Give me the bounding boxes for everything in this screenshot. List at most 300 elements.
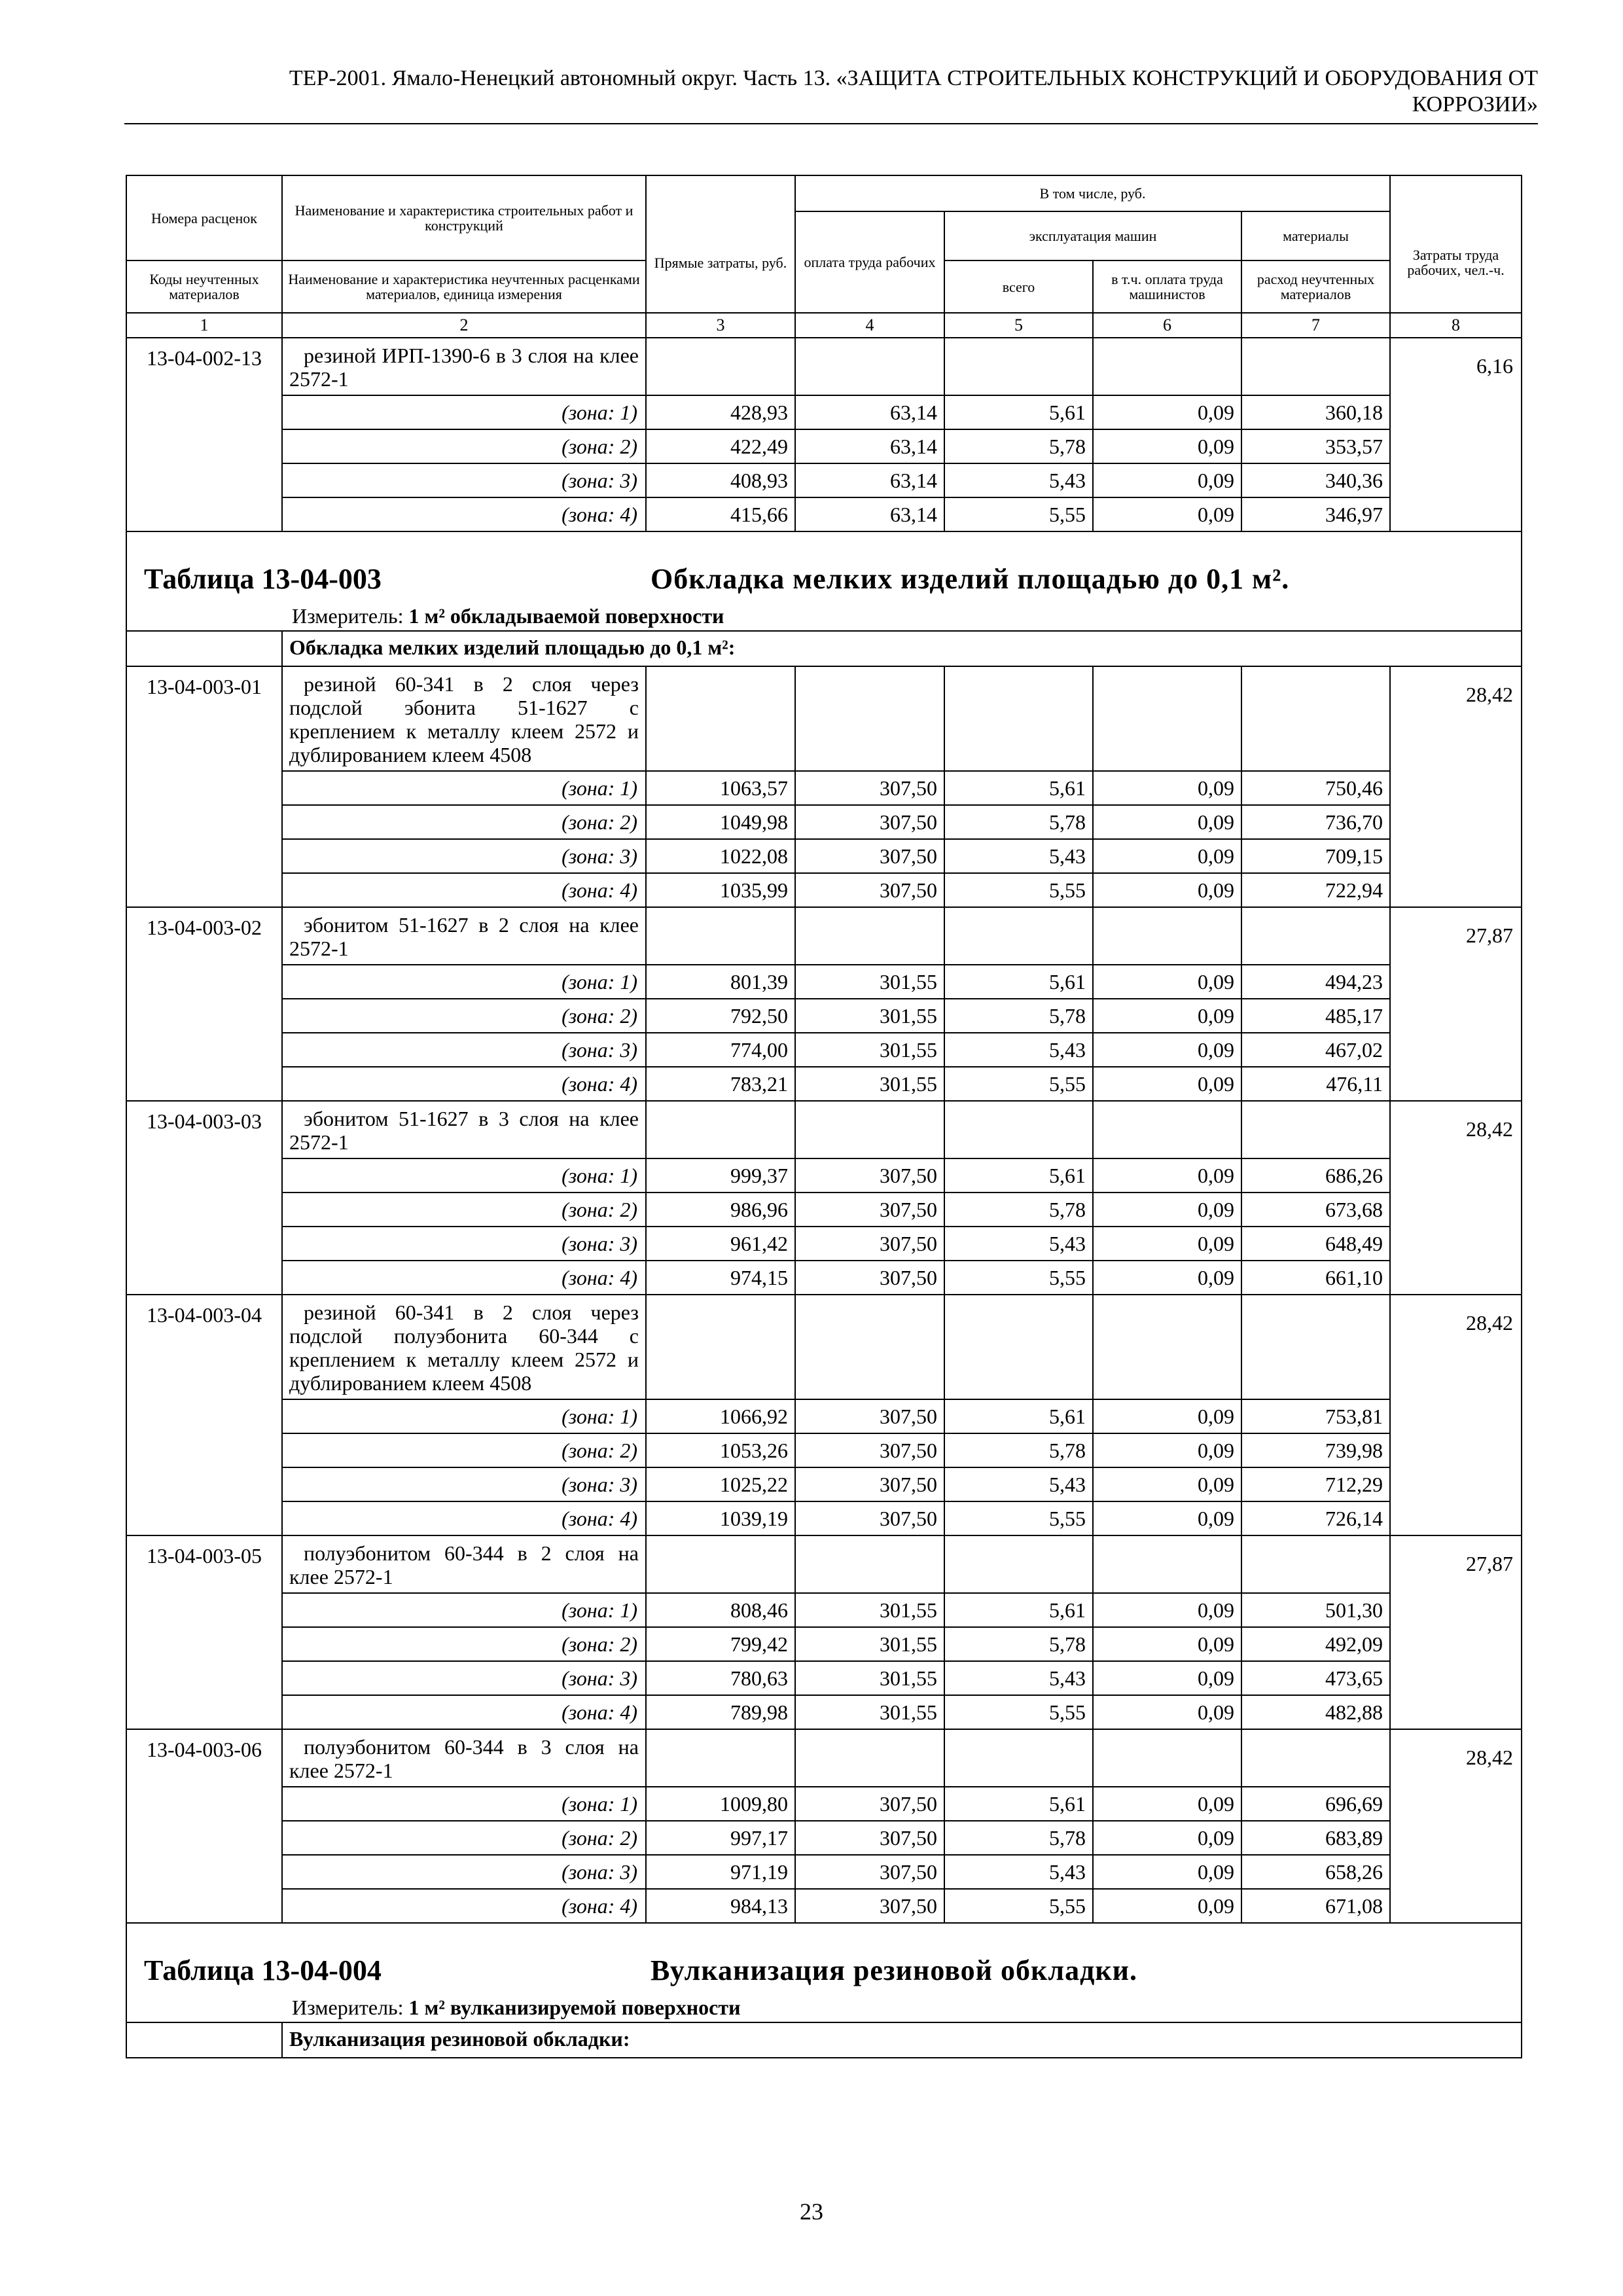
- machine-cost: 5,55: [944, 1501, 1093, 1535]
- direct-cost: 984,13: [646, 1889, 795, 1923]
- wage-cost: 301,55: [795, 1627, 944, 1661]
- machine-cost: 5,61: [944, 395, 1093, 429]
- material-cost: 673,68: [1241, 1193, 1390, 1227]
- blank-cell: [646, 1101, 795, 1158]
- rate-row: [126, 1295, 1522, 1399]
- direct-cost: 1009,80: [646, 1787, 795, 1821]
- machine-cost: 5,78: [944, 1821, 1093, 1855]
- wage-cost: 307,50: [795, 1889, 944, 1923]
- material-cost: 726,14: [1241, 1501, 1390, 1535]
- direct-cost: 1049,98: [646, 805, 795, 839]
- zone-label: (зона: 4): [282, 873, 646, 907]
- measure-prefix: Измеритель:: [292, 1996, 404, 2019]
- wage-cost: 307,50: [795, 1158, 944, 1193]
- column-number: 6: [1093, 313, 1241, 338]
- direct-cost: 1066,92: [646, 1399, 795, 1433]
- machine-cost: 5,78: [944, 1627, 1093, 1661]
- rate-code: 13-04-003-01: [126, 666, 282, 907]
- table-004-title-row: [126, 1923, 1522, 2022]
- blank-cell: [126, 2022, 282, 2058]
- direct-cost: 971,19: [646, 1855, 795, 1889]
- machine-cost: 5,78: [944, 1193, 1093, 1227]
- operator-wage-cost: 0,09: [1093, 1467, 1241, 1501]
- machine-cost: 5,61: [944, 1158, 1093, 1193]
- blank-cell: [1241, 1295, 1390, 1399]
- section-subheading: Вулканизация резиновой обкладки:: [282, 2022, 1522, 2058]
- zone-label: (зона: 2): [282, 999, 646, 1033]
- material-cost: 485,17: [1241, 999, 1390, 1033]
- blank-cell: [944, 907, 1093, 965]
- rate-description: резиной ИРП-1390-6 в 3 слоя на клее 2572-1: [282, 338, 646, 395]
- blank-cell: [1241, 907, 1390, 965]
- material-cost: 473,65: [1241, 1661, 1390, 1695]
- operator-wage-cost: 0,09: [1093, 1821, 1241, 1855]
- direct-cost: 961,42: [646, 1227, 795, 1261]
- material-cost: 722,94: [1241, 873, 1390, 907]
- rate-description: полуэбонитом 60-344 в 2 слоя на клее 2572-1: [282, 1535, 646, 1593]
- measure-line: [292, 1996, 741, 2020]
- materials-header: материалы: [1241, 211, 1390, 260]
- blank-cell: [944, 666, 1093, 771]
- material-cost: 482,88: [1241, 1695, 1390, 1729]
- wage-cost: 307,50: [795, 1821, 944, 1855]
- wage-cost: 301,55: [795, 1661, 944, 1695]
- rate-row: [126, 338, 1522, 395]
- wage-cost: 307,50: [795, 1399, 944, 1433]
- zone-row: [126, 1033, 1522, 1067]
- zone-row: [126, 429, 1522, 463]
- rate-row: [126, 907, 1522, 965]
- zone-label: (зона: 4): [282, 1889, 646, 1923]
- material-cost: 340,36: [1241, 463, 1390, 497]
- rate-code: 13-04-003-03: [126, 1101, 282, 1295]
- wage-cost: 301,55: [795, 1067, 944, 1101]
- col1-header-bottom: Коды неучтенных материалов: [126, 260, 282, 313]
- blank-cell: [1093, 666, 1241, 771]
- rate-row: [126, 1101, 1522, 1158]
- operator-wage-cost: 0,09: [1093, 1593, 1241, 1627]
- running-header: [124, 65, 1538, 118]
- operator-wage-cost: 0,09: [1093, 395, 1241, 429]
- col5-header: всего: [944, 260, 1093, 313]
- labor-cost: 28,42: [1390, 1101, 1522, 1295]
- direct-cost: 999,37: [646, 1158, 795, 1193]
- direct-cost: 1025,22: [646, 1467, 795, 1501]
- table-number: Таблица 13-04-004: [144, 1954, 382, 1986]
- wage-cost: 307,50: [795, 873, 944, 907]
- blank-cell: [944, 1101, 1093, 1158]
- section-subheading: Обкладка мелких изделий площадью до 0,1 м²:: [282, 631, 1522, 666]
- machine-cost: 5,43: [944, 839, 1093, 873]
- zone-label: (зона: 1): [282, 1158, 646, 1193]
- rate-code: 13-04-003-02: [126, 907, 282, 1101]
- zone-row: [126, 1433, 1522, 1467]
- zone-row: [126, 1787, 1522, 1821]
- direct-cost: 997,17: [646, 1821, 795, 1855]
- material-cost: 696,69: [1241, 1787, 1390, 1821]
- table-003-title-cell: [126, 531, 1522, 631]
- machine-cost: 5,55: [944, 497, 1093, 531]
- machines-header: эксплуатация машин: [944, 211, 1241, 260]
- col4-header: оплата труда рабочих: [795, 211, 944, 313]
- machine-cost: 5,55: [944, 1067, 1093, 1101]
- operator-wage-cost: 0,09: [1093, 1889, 1241, 1923]
- direct-cost: 789,98: [646, 1695, 795, 1729]
- operator-wage-cost: 0,09: [1093, 1227, 1241, 1261]
- rate-description: резиной 60-341 в 2 слоя через подслой полуэбонита 60-344 с креплением к металлу клеем 2572 и дублированием клеем 4508: [282, 1295, 646, 1399]
- header-rule: [124, 123, 1538, 124]
- zone-label: (зона: 4): [282, 1501, 646, 1535]
- zone-row: [126, 839, 1522, 873]
- rate-description: резиной 60-341 в 2 слоя через подслой эбонита 51-1627 с креплением к металлу клеем 2572 и дублированием клеем 4508: [282, 666, 646, 771]
- rate-code: 13-04-002-13: [126, 338, 282, 531]
- blank-cell: [944, 1535, 1093, 1593]
- blank-cell: [795, 1295, 944, 1399]
- material-cost: 736,70: [1241, 805, 1390, 839]
- operator-wage-cost: 0,09: [1093, 1399, 1241, 1433]
- zone-row: [126, 1889, 1522, 1923]
- col2-header-bottom: Наименование и характеристика неучтенных расценками материалов, единица измерения: [282, 260, 646, 313]
- blank-cell: [795, 666, 944, 771]
- zone-row: [126, 1593, 1522, 1627]
- zone-row: [126, 873, 1522, 907]
- zone-label: (зона: 3): [282, 1227, 646, 1261]
- operator-wage-cost: 0,09: [1093, 1033, 1241, 1067]
- zone-row: [126, 395, 1522, 429]
- machine-cost: 5,78: [944, 1433, 1093, 1467]
- direct-cost: 801,39: [646, 965, 795, 999]
- measure-unit: 1 м² вулканизируемой поверхности: [408, 1996, 741, 2019]
- labor-cost: 28,42: [1390, 1729, 1522, 1923]
- operator-wage-cost: 0,09: [1093, 873, 1241, 907]
- machine-cost: 5,61: [944, 1399, 1093, 1433]
- machine-cost: 5,78: [944, 805, 1093, 839]
- material-cost: 709,15: [1241, 839, 1390, 873]
- column-number: 4: [795, 313, 944, 338]
- zone-label: (зона: 2): [282, 1627, 646, 1661]
- zone-label: (зона: 4): [282, 1695, 646, 1729]
- wage-cost: 307,50: [795, 1227, 944, 1261]
- zone-row: [126, 1855, 1522, 1889]
- operator-wage-cost: 0,09: [1093, 1787, 1241, 1821]
- zone-row: [126, 463, 1522, 497]
- operator-wage-cost: 0,09: [1093, 1158, 1241, 1193]
- blank-cell: [1093, 1729, 1241, 1787]
- direct-cost: 415,66: [646, 497, 795, 531]
- rate-row: [126, 666, 1522, 771]
- material-cost: 501,30: [1241, 1593, 1390, 1627]
- wage-cost: 63,14: [795, 463, 944, 497]
- material-cost: 467,02: [1241, 1033, 1390, 1067]
- operator-wage-cost: 0,09: [1093, 999, 1241, 1033]
- zone-label: (зона: 3): [282, 463, 646, 497]
- direct-cost: 1053,26: [646, 1433, 795, 1467]
- rate-code: 13-04-003-06: [126, 1729, 282, 1923]
- header-line-1: ТЕР-2001. Ямало-Ненецкий автономный округ. Часть 13. «ЗАЩИТА СТРОИТЕЛЬНЫХ КОНСТРУКЦИЙ И ОБОРУДОВАНИЯ ОТ: [289, 66, 1538, 90]
- direct-cost: 986,96: [646, 1193, 795, 1227]
- blank-cell: [1093, 1535, 1241, 1593]
- col2-header-top: Наименование и характеристика строительных работ и конструкций: [282, 175, 646, 260]
- machine-cost: 5,55: [944, 1889, 1093, 1923]
- col1-header-top: Номера расценок: [126, 175, 282, 260]
- labor-cost: 6,16: [1390, 338, 1522, 531]
- rate-code: 13-04-003-04: [126, 1295, 282, 1535]
- material-cost: 648,49: [1241, 1227, 1390, 1261]
- wage-cost: 63,14: [795, 497, 944, 531]
- zone-label: (зона: 4): [282, 497, 646, 531]
- machine-cost: 5,43: [944, 1467, 1093, 1501]
- blank-cell: [944, 1729, 1093, 1787]
- zone-row: [126, 1501, 1522, 1535]
- wage-cost: 301,55: [795, 965, 944, 999]
- direct-cost: 783,21: [646, 1067, 795, 1101]
- direct-cost: 774,00: [646, 1033, 795, 1067]
- col7-header: расход неучтенных материалов: [1241, 260, 1390, 313]
- zone-row: [126, 1193, 1522, 1227]
- wage-cost: 307,50: [795, 1433, 944, 1467]
- zone-row: [126, 1227, 1522, 1261]
- table-name: Обкладка мелких изделий площадью до 0,1 м².: [651, 563, 1290, 595]
- wage-cost: 63,14: [795, 395, 944, 429]
- wage-cost: 307,50: [795, 1261, 944, 1295]
- zone-row: [126, 771, 1522, 805]
- wage-cost: 307,50: [795, 1501, 944, 1535]
- including-header: В том числе, руб.: [795, 175, 1390, 211]
- direct-cost: 974,15: [646, 1261, 795, 1295]
- wage-cost: 301,55: [795, 1695, 944, 1729]
- blank-cell: [1093, 1295, 1241, 1399]
- direct-cost: 1035,99: [646, 873, 795, 907]
- blank-cell: [1241, 1729, 1390, 1787]
- zone-label: (зона: 1): [282, 965, 646, 999]
- blank-cell: [795, 1535, 944, 1593]
- operator-wage-cost: 0,09: [1093, 1193, 1241, 1227]
- rate-code: 13-04-003-05: [126, 1535, 282, 1729]
- wage-cost: 307,50: [795, 1467, 944, 1501]
- table-name: Вулканизация резиновой обкладки.: [651, 1954, 1138, 1986]
- operator-wage-cost: 0,09: [1093, 1627, 1241, 1661]
- blank-cell: [795, 1729, 944, 1787]
- zone-label: (зона: 3): [282, 1855, 646, 1889]
- zone-row: [126, 999, 1522, 1033]
- operator-wage-cost: 0,09: [1093, 429, 1241, 463]
- blank-cell: [795, 1101, 944, 1158]
- direct-cost: 799,42: [646, 1627, 795, 1661]
- operator-wage-cost: 0,09: [1093, 839, 1241, 873]
- zone-row: [126, 1821, 1522, 1855]
- direct-cost: 408,93: [646, 463, 795, 497]
- measure-prefix: Измеритель:: [292, 604, 404, 628]
- material-cost: 346,97: [1241, 497, 1390, 531]
- material-cost: 476,11: [1241, 1067, 1390, 1101]
- zone-label: (зона: 1): [282, 395, 646, 429]
- material-cost: 712,29: [1241, 1467, 1390, 1501]
- blank-cell: [646, 907, 795, 965]
- col8-header: Затраты труда рабочих, чел.-ч.: [1390, 175, 1522, 313]
- header-line-2: КОРРОЗИИ»: [1412, 92, 1538, 117]
- operator-wage-cost: 0,09: [1093, 1695, 1241, 1729]
- operator-wage-cost: 0,09: [1093, 1261, 1241, 1295]
- machine-cost: 5,61: [944, 965, 1093, 999]
- rates-table: [126, 175, 1522, 2058]
- blank-cell: [795, 907, 944, 965]
- zone-label: (зона: 1): [282, 771, 646, 805]
- machine-cost: 5,61: [944, 1787, 1093, 1821]
- operator-wage-cost: 0,09: [1093, 1855, 1241, 1889]
- labor-cost: 28,42: [1390, 1295, 1522, 1535]
- blank-cell: [646, 1535, 795, 1593]
- machine-cost: 5,61: [944, 771, 1093, 805]
- material-cost: 683,89: [1241, 1821, 1390, 1855]
- table-004-title-cell: [126, 1923, 1522, 2022]
- column-numbers-row: [126, 313, 1522, 338]
- blank-cell: [944, 1295, 1093, 1399]
- machine-cost: 5,78: [944, 999, 1093, 1033]
- zone-row: [126, 1467, 1522, 1501]
- blank-cell: [1093, 338, 1241, 395]
- blank-cell: [1241, 1101, 1390, 1158]
- zone-row: [126, 965, 1522, 999]
- blank-cell: [1093, 907, 1241, 965]
- operator-wage-cost: 0,09: [1093, 463, 1241, 497]
- zone-label: (зона: 1): [282, 1787, 646, 1821]
- column-number: 1: [126, 313, 282, 338]
- direct-cost: 1039,19: [646, 1501, 795, 1535]
- blank-cell: [1241, 338, 1390, 395]
- blank-cell: [126, 631, 282, 666]
- col3-header: Прямые затраты, руб.: [646, 175, 795, 313]
- wage-cost: 301,55: [795, 1593, 944, 1627]
- zone-label: (зона: 3): [282, 839, 646, 873]
- labor-cost: 27,87: [1390, 1535, 1522, 1729]
- machine-cost: 5,43: [944, 1855, 1093, 1889]
- table-003-subheading-row: [126, 631, 1522, 666]
- wage-cost: 301,55: [795, 999, 944, 1033]
- material-cost: 360,18: [1241, 395, 1390, 429]
- zone-label: (зона: 2): [282, 1193, 646, 1227]
- table-004-subheading-row: [126, 2022, 1522, 2058]
- operator-wage-cost: 0,09: [1093, 497, 1241, 531]
- labor-cost: 27,87: [1390, 907, 1522, 1101]
- rate-row: [126, 1535, 1522, 1593]
- rate-description: эбонитом 51-1627 в 3 слоя на клее 2572-1: [282, 1101, 646, 1158]
- material-cost: 353,57: [1241, 429, 1390, 463]
- material-cost: 753,81: [1241, 1399, 1390, 1433]
- zone-label: (зона: 4): [282, 1067, 646, 1101]
- machine-cost: 5,43: [944, 463, 1093, 497]
- column-number: 3: [646, 313, 795, 338]
- direct-cost: 808,46: [646, 1593, 795, 1627]
- zone-row: [126, 497, 1522, 531]
- zone-row: [126, 1399, 1522, 1433]
- zone-label: (зона: 3): [282, 1661, 646, 1695]
- rate-description: эбонитом 51-1627 в 2 слоя на клее 2572-1: [282, 907, 646, 965]
- machine-cost: 5,55: [944, 1261, 1093, 1295]
- column-number: 5: [944, 313, 1093, 338]
- zone-label: (зона: 2): [282, 429, 646, 463]
- wage-cost: 301,55: [795, 1033, 944, 1067]
- zone-label: (зона: 3): [282, 1467, 646, 1501]
- wage-cost: 307,50: [795, 771, 944, 805]
- machine-cost: 5,43: [944, 1661, 1093, 1695]
- zone-label: (зона: 1): [282, 1593, 646, 1627]
- zone-row: [126, 1158, 1522, 1193]
- wage-cost: 307,50: [795, 1787, 944, 1821]
- page-number: 23: [800, 2198, 823, 2225]
- material-cost: 492,09: [1241, 1627, 1390, 1661]
- machine-cost: 5,55: [944, 1695, 1093, 1729]
- col6-header: в т.ч. оплата труда машинистов: [1093, 260, 1241, 313]
- direct-cost: 780,63: [646, 1661, 795, 1695]
- zone-row: [126, 1661, 1522, 1695]
- material-cost: 671,08: [1241, 1889, 1390, 1923]
- zone-label: (зона: 4): [282, 1261, 646, 1295]
- material-cost: 750,46: [1241, 771, 1390, 805]
- material-cost: 658,26: [1241, 1855, 1390, 1889]
- material-cost: 661,10: [1241, 1261, 1390, 1295]
- direct-cost: 1063,57: [646, 771, 795, 805]
- blank-cell: [795, 338, 944, 395]
- measure-unit: 1 м² обкладываемой поверхности: [408, 604, 724, 628]
- machine-cost: 5,43: [944, 1033, 1093, 1067]
- blank-cell: [646, 666, 795, 771]
- blank-cell: [646, 1729, 795, 1787]
- direct-cost: 792,50: [646, 999, 795, 1033]
- material-cost: 494,23: [1241, 965, 1390, 999]
- machine-cost: 5,55: [944, 873, 1093, 907]
- zone-label: (зона: 2): [282, 805, 646, 839]
- direct-cost: 422,49: [646, 429, 795, 463]
- operator-wage-cost: 0,09: [1093, 771, 1241, 805]
- table-number: Таблица 13-04-003: [144, 563, 382, 595]
- measure-line: [292, 604, 724, 628]
- direct-cost: 428,93: [646, 395, 795, 429]
- rate-row: [126, 1729, 1522, 1787]
- machine-cost: 5,78: [944, 429, 1093, 463]
- operator-wage-cost: 0,09: [1093, 1661, 1241, 1695]
- operator-wage-cost: 0,09: [1093, 1501, 1241, 1535]
- zone-row: [126, 1695, 1522, 1729]
- zone-row: [126, 1627, 1522, 1661]
- rate-description: полуэбонитом 60-344 в 3 слоя на клее 2572-1: [282, 1729, 646, 1787]
- zone-row: [126, 805, 1522, 839]
- column-number: 7: [1241, 313, 1390, 338]
- operator-wage-cost: 0,09: [1093, 1433, 1241, 1467]
- zone-label: (зона: 1): [282, 1399, 646, 1433]
- table-003-title-row: [126, 531, 1522, 631]
- machine-cost: 5,43: [944, 1227, 1093, 1261]
- direct-cost: 1022,08: [646, 839, 795, 873]
- operator-wage-cost: 0,09: [1093, 965, 1241, 999]
- material-cost: 739,98: [1241, 1433, 1390, 1467]
- blank-cell: [1241, 1535, 1390, 1593]
- wage-cost: 307,50: [795, 1855, 944, 1889]
- zone-label: (зона: 2): [282, 1433, 646, 1467]
- machine-cost: 5,61: [944, 1593, 1093, 1627]
- column-number: 8: [1390, 313, 1522, 338]
- wage-cost: 307,50: [795, 839, 944, 873]
- blank-cell: [944, 338, 1093, 395]
- zone-row: [126, 1261, 1522, 1295]
- wage-cost: 307,50: [795, 1193, 944, 1227]
- zone-label: (зона: 3): [282, 1033, 646, 1067]
- blank-cell: [1241, 666, 1390, 771]
- operator-wage-cost: 0,09: [1093, 805, 1241, 839]
- column-number: 2: [282, 313, 646, 338]
- material-cost: 686,26: [1241, 1158, 1390, 1193]
- zone-label: (зона: 2): [282, 1821, 646, 1855]
- blank-cell: [646, 1295, 795, 1399]
